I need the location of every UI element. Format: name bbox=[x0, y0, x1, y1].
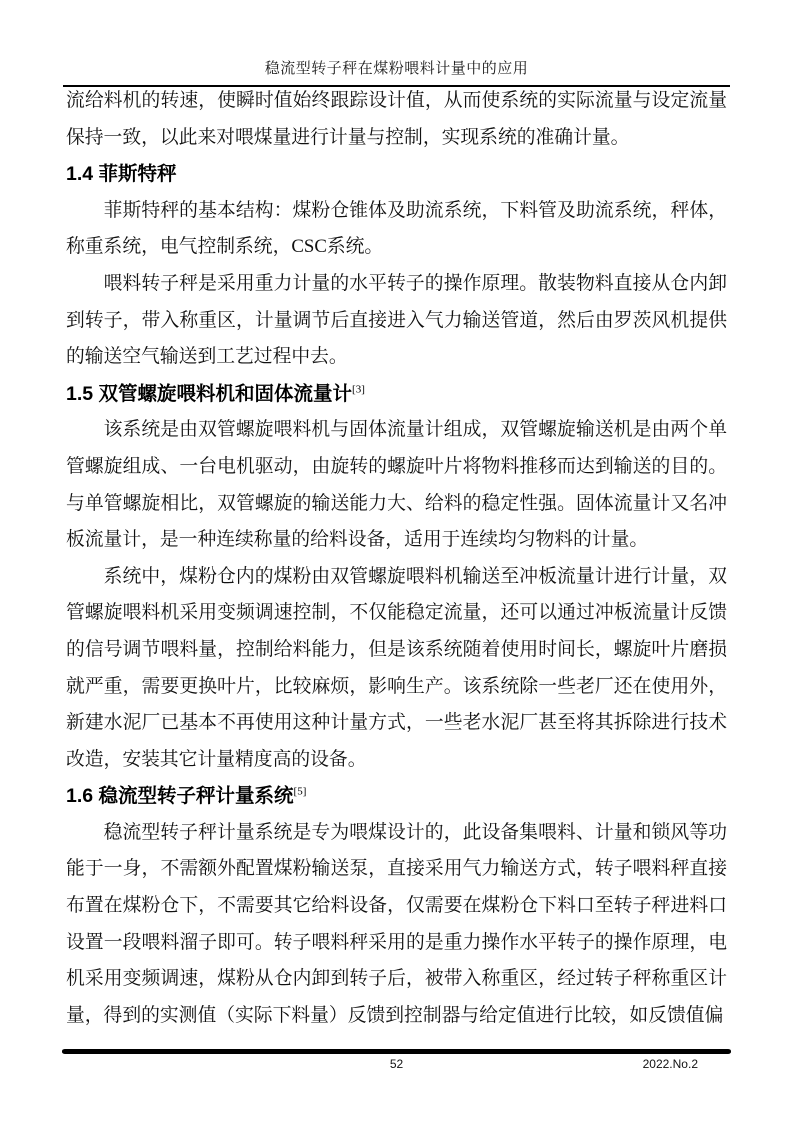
footer-rule bbox=[62, 1049, 731, 1054]
citation-superscript: [3] bbox=[352, 383, 365, 396]
running-head-title: 稳流型转子秤在煤粉喂料计量中的应用 bbox=[264, 61, 529, 77]
section-heading-text: 1.6 稳流型转子秤计量系统 bbox=[66, 785, 294, 808]
page-number: 52 bbox=[389, 1057, 404, 1071]
section-heading-1-4 bbox=[66, 156, 727, 193]
paragraph: 菲斯特秤的基本结构：煤粉仓锥体及助流系统，下料管及助流系统，秤体，称重系统，电气控制系统，CSC系统。 bbox=[66, 199, 727, 258]
paragraph: 该系统是由双管螺旋喂料机与固体流量计组成，双管螺旋输送机是由两个单管螺旋组成、一台电机驱动，由旋转的螺旋叶片将物料推移而达到输送的目的。与单管螺旋相比，双管螺旋的输送能力大、给料的稳定性强。固体流量计又名冲板流量计，是一种连续称量的给料设备，适用于连续均匀物料的计量。 bbox=[66, 419, 727, 551]
citation-superscript: [5] bbox=[293, 785, 307, 798]
paragraph-continuation: 流给料机的转速，使瞬时值始终跟踪设计值，从而使系统的实际流量与设定流量保持一致，以此来对喂煤量进行计量与控制，实现系统的准确计量。 bbox=[66, 90, 727, 148]
paragraph: 系统中，煤粉仓内的煤粉由双管螺旋喂料机输送至冲板流量计进行计量，双管螺旋喂料机采用变频调速控制，不仅能稳定流量，还可以通过冲板流量计反馈的信号调节喂料量，控制给料能力，但是该系统随着使用时间长，螺旋叶片磨损就严重，需要更换叶片，比较麻烦，影响生产。该系统除一些老厂还在使用外，新建水泥厂已基本不再使用这种计量方式，一些老水泥厂甚至将其拆除进行技术改造，安装其它计量精度高的设备。 bbox=[66, 565, 727, 770]
paragraph: 喂料转子秤是采用重力计量的水平转子的操作原理。散装物料直接从仓内卸到转子，带入称重区，计量调节后直接进入气力输送管道，然后由罗茨风机提供的输送空气输送到工艺过程中去。 bbox=[66, 272, 727, 368]
section-heading-1-5 bbox=[66, 376, 727, 413]
section-heading-text: 1.5 双管螺旋喂料机和固体流量计 bbox=[66, 382, 353, 405]
article-body bbox=[66, 83, 727, 1034]
issue-label: 2022.No.2 bbox=[642, 1057, 698, 1071]
section-heading-1-6 bbox=[66, 778, 727, 815]
section-heading-text: 1.4 菲斯特秤 bbox=[66, 163, 177, 186]
paragraph: 稳流型转子秤计量系统是专为喂煤设计的，此设备集喂料、计量和锁风等功能于一身，不需额外配置煤粉输送泵，直接采用气力输送方式，转子喂料秤直接布置在煤粉仓下，不需要其它给料设备，仅需要在煤粉仓下料口至转子秤进料口设置一段喂料溜子即可。转子喂料秤采用的是重力操作水平转子的操作原理，电机采用变频调速，煤粉从仓内卸到转子后，被带入称重区，经过转子秤称重区计量，得到的实测值（实际下料量）反馈到控制器与给定值进行比较，如反馈值偏 bbox=[66, 821, 727, 1026]
